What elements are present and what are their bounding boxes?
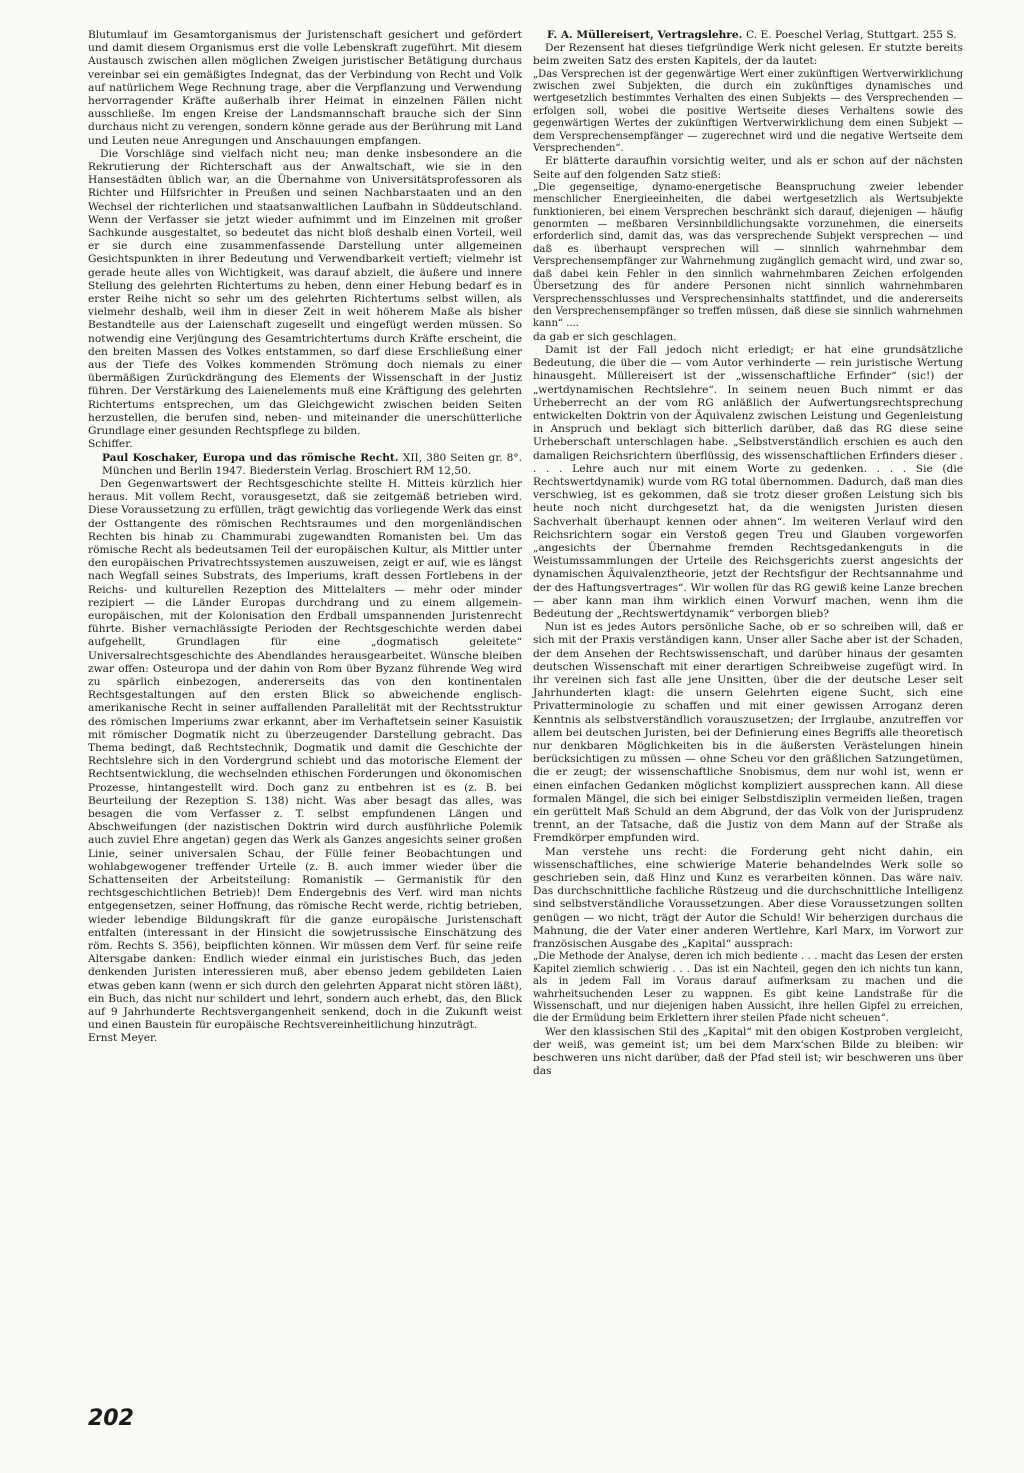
block-quote: „Das Versprechen ist der gegenwärtige Wert einer zukünftigen Wertverwirklichung zwischen zwei Subjekten, die durch ein zukünftiges dynamisches und wertgesetzlich bestimmtes Verhalten des einen Subjekts — des Versprechenden — erfolgen soll, wobei die positive Wertseite dieses Verhaltens sowie des gegenwärtigen Wertes der zukünftigen Wertverwirklichung dem einen Subjekt — dem Versprechensempfänger — zugerechnet wird und die negative Wertseite dem Versprechenden“. [533,68,963,155]
review-heading-title: F. A. Müllereisert, Vertragslehre. [547,29,743,41]
paragraph: Nun ist es jedes Autors persönliche Sache, ob er so schreiben will, daß er sich mit der Praxis verständigen kann. Unser aller Sache aber ist der Schaden, der dem Ansehen der Rechtswissenschaft, und darüber hinaus der gesamten deutschen Wissenschaft mit einer derartigen Schreibweise zugefügt wird. In ihr vereinen sich fast alle jene Unsitten, über die der deutsche Leser seit Jahrhunderten klagt: die unsern Gelehrten eigene Sucht, sich eine Privatterminologie zu schaffen und mit einer gewissen Arroganz deren Kenntnis als selbstverständlich vorauszusetzen; der Irrglaube, anzutreffen vor allem bei deutschen Juristen, bei der Definierung eines Begriffs alle theoretisch nur denkbaren Möglichkeiten bis in die äußersten Verästelungen hinein berücksichtigen zu müssen — ohne Scheu vor den gräßlichen Satzungetümen, die er zeugt; der wissenschaftliche Snobismus, dem nur wohl ist, wenn er einen einfachen Gedanken möglichst kompliziert aussprechen kann. All diese formalen Mängel, die sich bei einiger Selbstdisziplin vermeiden ließen, tragen ein gerüttelt Maß Schuld an dem Abgrund, der das Volk von der Jurisprudenz trennt, an der Tatsache, daß die Justiz von dem Mann auf der Straße als Fremdkörper empfunden wird. [533,621,963,845]
review-heading-details: XII, 380 Seiten gr. 8°. München und Berlin 1947. Biederstein Verlag. Broschiert RM 12,50. [102,451,522,477]
review-heading [533,29,963,42]
review-heading-title: Paul Koschaker, Europa und das römische Recht. [102,451,399,464]
page-number: 202 [88,1406,134,1431]
left-column [88,29,522,1046]
review-heading-details: C. E. Poeschel Verlag, Stuttgart. 255 S. [746,29,957,41]
paragraph: Wer den klassischen Stil des „Kapital“ mit den obigen Kostproben vergleicht, der weiß, was gemeint ist; um bei dem Marx'schen Bilde zu bleiben: wir beschweren uns nicht darüber, daß der Pfad steil ist; wir beschweren uns über das [533,1025,963,1078]
paragraph: da gab er sich geschlagen. [533,330,677,343]
review-signature: Ernst Meyer. [88,1032,158,1045]
right-column [533,29,963,1079]
review-heading [88,452,522,478]
paragraph: Er blätterte daraufhin vorsichtig weiter, und als er schon auf der nächsten Seite auf den folgenden Satz stieß: [533,155,963,181]
block-quote: „Die gegenseitige, dynamo-energetische Beanspruchung zweier lebender menschlicher Energieeinheiten, die dabei wertgesetzlich als Wertsubjekte funktionieren, bei einem Versprechen beschränkt sich darauf, diejenigen — häufig genormten — meßbaren Versinnbildlichungsakte vorzunehmen, die einerseits erforderlich sind, damit das, was das versprechende Subjekt versprechen — und daß es überhaupt versprechen will — sinnlich wahrnehmbar dem Versprechensempfänger zur Wahrnehmung zugänglich gemacht wird, und zwar so, daß dabei kein Fehler in den sinnlich wahrnehmbaren Zeichen erfolgenden Übersetzung des für andere Personen nicht sinnlich wahrnehmbaren Versprechensschlusses und Versprechensinhalts stattfindet, und die andererseits den Versprechensempfänger so treffen müssen, daß diese sie sinnlich wahrnehmen kann“ .... [533,181,963,330]
paragraph: Damit ist der Fall jedoch nicht erledigt; er hat eine grundsätzliche Bedeutung, die über die — vom Autor verhinderte — rein juristische Wertung hinausgeht. Müllereisert ist der „wissenschaftliche Erfinder“ (sic!) der „wertdynamischen Rechtslehre“. In seinem neuen Buch nimmt er das Urheberrecht an der vom RG anläßlich der Aufwertungsrechtsprechung entwickelten Doktrin von der Äquivalenz zwischen Leistung und Gegenleistung in Anspruch und beklagt sich bitterlich darüber, daß das RG diese seine Urheberschaft unterschlagen habe. „Selbstverständlich erschien es auch den damaligen Reichsrichtern überflüssig, des wissenschaftlichen Erfinders dieser . . . . Lehre auch nur mit einem Worte zu gedenken. . . . Sie (die Rechtswertdynamik) wurde vom RG total übernommen. Dadurch, daß man dies verschwieg, ist es gekommen, daß sie trotz dieser großen Leistung sich bis heute noch nicht durchgesetzt hat, da die wenigsten Juristen diesen Sachverhalt überhaupt kennen oder ahnen“. Im weiteren Verlauf wird den Reichsrichtern sogar ein Verstoß gegen Treu und Glauben vorgeworfen „angesichts der Übernahme fremden Rechtsgedankenguts in die Weistumssammlungen der Urteile des Reichsgerichts zuerst angesichts der dynamischen Äquivalenztheorie, jetzt der Rechtsfigur der Rechtsannahme und der des Haftungsvertrages“. Wir wollen für das RG gewiß keine Lanze brechen — aber kann man ihm wirklich einen Vorwurf machen, wenn ihm die Bedeutung der „Rechtswertdynamik“ verborgen blieb? [533,343,963,620]
paragraph: Der Rezensent hat dieses tiefgründige Werk nicht gelesen. Er stutzte bereits beim zweiten Satz des ersten Kapitels, der da lautet: [533,42,963,68]
review-signature: Schiffer. [88,438,133,451]
paragraph: Den Gegenwartswert der Rechtsgeschichte stellte H. Mitteis kürzlich hier heraus. Mit vollem Recht, vorausgesetzt, daß sie zeitgemäß betrieben wird. Diese Voraussetzung zu erfüllen, trägt gewichtig das vorliegende Werk das einst der Osttangente des römischen Rechtsraumes und den morgenländischen Rechten bis hinab zu Chammurabi zugewandten Romanisten bei. Um das römische Recht als bedeutsamen Teil der europäischen Kultur, als Mittler unter den europäischen Privatrechtssystemen auszuweisen, zeigt er auf, wie es längst nach Wegfall seines Substrats, des Imperiums, kraft dessen Fortlebens in der Reichs- und kulturellen Rezeption des Mittelalters — mehr oder minder rezipiert — die Länder Europas durchdrang und zu einem allgemein-europäischen, mit der Kolonisation den Erdball umspannenden Juristenrecht führte. Bisher vernachlässigte Perioden der Rechtsgeschichte werden dabei aufgehellt, Grundlagen für eine „dogmatisch geleitete“ Universalrechtsgeschichte des Abendlandes herausgearbeitet. Wünsche bleiben zwar offen: Osteuropa und der dahin von Rom über Byzanz führende Weg wird zu spärlich einbezogen, andererseits das von den kontinentalen Rechtsgestaltungen auf den ersten Blick so abweichende englisch-amerikanische Recht in seiner auffallenden Parallelität mit der Rechtsstruktur des römischen Imperiums zwar erkannt, aber im Verhaftetsein seiner Kasuistik mit römischer Dogmatik nicht zu überzeugender Darstellung gebracht. Das Thema bedingt, daß Rechtstechnik, Dogmatik und damit die Geschichte der Rechtslehre sich in den Vordergrund schiebt und das motorische Element der Rechtsentwicklung, die wechselnden ethischen Forderungen und ökonomischen Prozesse, hintangestellt wird. Doch ganz zu entbehren ist es (z. B. bei Beurteilung der Rezeption S. 138) nicht. Was aber besagt das alles, was besagen die vom Verfasser z. T. selbst empfundenen Längen und Abschweifungen (der nazistischen Doktrin wird durch ausführliche Polemik auch zuviel Ehre angetan) gegen das Werk als Ganzes angesichts seiner großen Linie, seiner universalen Schau, der Fülle feiner Beobachtungen und wohlabgewogener treffender Urteile (z. B. auch immer wieder über die Schattenseiten der Arbeitsteilung: Romanistik — Germanistik für den rechtsgeschichtlichen Betrieb)! Dem Endergebnis des Verf. wird man nichts entgegensetzen, seiner Hoffnung, das römische Recht werde, richtig betrieben, wieder lebendige Bildungskraft für die ganze europäische Juristenschaft entfalten (interessant in der Hinsicht die sowjetrussische Einschätzung des röm. Rechts S. 356), beipflichten können. Wir müssen dem Verf. für seine reife Altersgabe danken: Endlich wieder einmal ein juristisches Buch, das jeden denkenden Juristen interessieren muß, aber ebenso jedem gebildeten Laien etwas geben kann (wenn er sich durch den gelehrten Apparat nicht stören läßt), ein Buch, das nicht nur schildert und lehrt, sondern auch erhebt, das, den Blick auf 9 Jahrhunderte Rechtsvergangenheit senkend, doch in die Zukunft weist und einen Baustein für europäische Rechtsvereinheitlichung hinzuträgt. [88,477,522,1032]
block-quote: „Die Methode der Analyse, deren ich mich bediente . . . macht das Lesen der ersten Kapitel ziemlich schwierig . . . Das ist ein Nachteil, gegen den ich nichts tun kann, als in jedem Fall im Voraus darauf aufmerksam zu machen und die wahrheitsuchenden Leser zu wappnen. Es gibt keine Landstraße für die Wissenschaft, und nur diejenigen haben Aussicht, ihre hellen Gipfel zu erreichen, die der Ermüdung beim Erklettern ihrer steilen Pfade nicht scheuen“. [533,951,963,1025]
paragraph: Man verstehe uns recht: die Forderung geht nicht dahin, ein wissenschaftliches, eine schwierige Materie behandelndes Werk solle so geschrieben sein, daß Hinz und Kunz es verarbeiten können. Das wäre naiv. Das durchschnittliche fachliche Rüstzeug und die durchschnittliche Intelligenz sind selbstverständliche Voraussetzungen. Aber diese Voraussetzungen sollten genügen — wo nicht, trägt der Autor die Schuld! Wir beherzigen durchaus die Mahnung, die der Vater einer anderen Wertlehre, Karl Marx, im Vorwort zur französischen Ausgabe des „Kapital“ aussprach: [533,845,963,951]
paragraph: Die Vorschläge sind vielfach nicht neu; man denke insbesondere an die Rekrutierung der Richterschaft aus der Anwaltschaft, wie sie in den Hansestädten üblich war, an die Übernahme von Universitätsprofessoren als Richter und Hilfsrichter in Preußen und seinen Nachbarstaaten und an den Wechsel der richterlichen und staatsanwaltlichen Laufbahn in Süddeutschland. Wenn der Verfasser sie jetzt wieder aufnimmt und im Einzelnen mit großer Sachkunde ausgestaltet, so bedeutet das nicht bloß deshalb einen Vorteil, weil er sie durch eine zusammenfassende Darstellung unter allgemeinen Gesichtspunkten in ihrer Bedeutung und Verwendbarkeit vertieft; vielmehr ist gerade heute alles von Wichtigkeit, was darauf abzielt, die äußere und innere Stellung des gelehrten Richtertums zu heben, denn einer Hebung bedarf es in erster Reihe nicht so sehr um des gelehrten Richtertums selbst willen, als vielmehr deshalb, weil ihm in dieser Zeit in weit höherem Maße als bisher Bestandteile aus der Laienschaft zugesellt und eingefügt werden müssen. So notwendig eine Verjüngung des Gesamtrichtertums durch Kräfte erscheint, die den breiten Massen des Volkes entstammen, so darf diese Erschließung einer aus der Tiefe des Volkes kommenden Strömung doch niemals zu einer übermäßigen Zurückdrängung des Elements der Wissenschaft in der Justiz führen. Der Verstärkung des Laienelements muß eine Kräftigung des gelehrten Richtertums entsprechen, um das Gleichgewicht zwischen beiden Seiten herzustellen, die berufen sind, neben- und miteinander die unerschütterliche Grundlage einer gesunden Rechtspflege zu bilden. [88,147,522,438]
paragraph: Blutumlauf im Gesamtorganismus der Juristenschaft gesichert und gefördert und damit diesem Organismus erst die volle Lebenskraft zugeführt. Mit diesem Austausch zwischen allen möglichen Zweigen juristischer Betätigung durchaus vereinbar sei ein gemäßigtes Indegnat, das der Verbindung von Recht und Volk auf natürlichem Wege Rechnung trage, aber die Verpflanzung und Verwendung hervorragender Kräfte außerhalb ihrer Heimat in einzelnen Fällen nicht ausschließe. Im engen Kreise der Landsmannschaft brauche sich der Sinn durchaus nicht zu verengen, sondern könne gerade aus der Berührung mit Land und Leuten neue Anregungen und Anschauungen empfangen. [88,29,522,147]
